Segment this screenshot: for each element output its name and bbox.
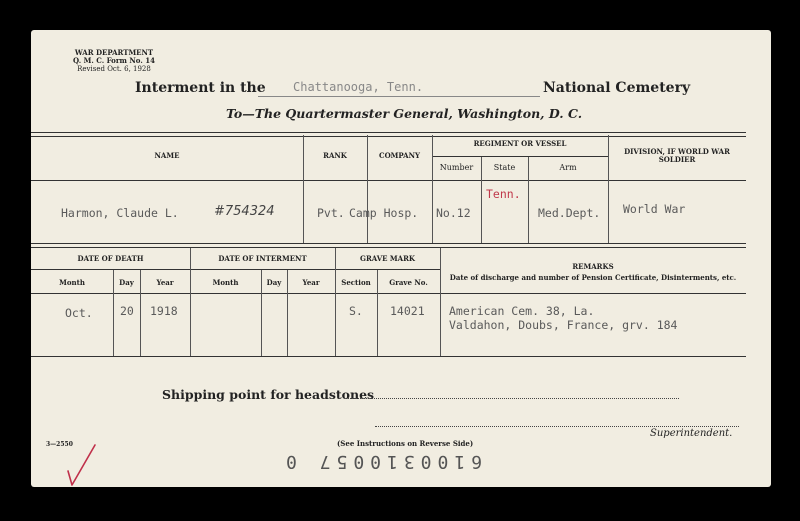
serial-number: #754324 — [214, 204, 275, 219]
date-of-death-header: DATE OF DEATH — [77, 254, 144, 263]
remarks-subheader: Date of discharge and number of Pension Certificate, Disinterments, etc. — [449, 273, 737, 282]
number-value: No.12 — [436, 206, 471, 220]
division-header: DIVISION, IF WORLD WAR SOLDIER — [624, 147, 730, 164]
regiment-header: REGIMENT OR VESSEL — [473, 139, 567, 148]
section-header: Section — [341, 278, 371, 287]
name-header: NAME — [154, 151, 180, 160]
death-day-value: 20 — [120, 304, 134, 318]
company-value: Camp Hosp. — [349, 206, 419, 220]
shipping-label: Shipping point for headstones — [162, 387, 375, 402]
table1-top-rule — [31, 132, 746, 137]
heading-prefix: Interment in the — [135, 80, 266, 96]
interment-year-header: Year — [302, 278, 320, 287]
interment-month-header: Month — [212, 278, 239, 287]
form-id: WAR DEPARTMENT Q. M. C. Form No. 14 Revised Oct. 6, 1928 — [73, 48, 155, 73]
death-day-header: Day — [119, 278, 134, 287]
death-month-header: Month — [59, 278, 85, 287]
company-header: COMPANY — [379, 151, 420, 160]
number-header: Number — [439, 163, 474, 172]
superintendent-label: Superintendent. — [650, 428, 733, 439]
interment-card — [31, 30, 771, 487]
date-of-interment-header: DATE OF INTERMENT — [218, 254, 307, 263]
section-value: S. — [349, 304, 363, 318]
death-year-header: Year — [156, 278, 174, 287]
remarks-line-2: Valdahon, Doubs, France, grv. 184 — [449, 318, 678, 332]
state-value: Tenn. — [486, 187, 521, 201]
addressee: To—The Quartermaster General, Washington, D. C. — [226, 106, 583, 121]
grave-mark-header: GRAVE MARK — [359, 254, 415, 263]
arm-header: Arm — [559, 163, 577, 172]
serial-stamp: 6100310057 0 — [280, 451, 483, 472]
division-value: World War — [623, 202, 686, 216]
arm-value: Med.Dept. — [538, 206, 601, 220]
grave-no-value: 14021 — [390, 304, 425, 318]
cemetery-name: Chattanooga, Tenn. — [293, 80, 424, 94]
state-header: State — [493, 163, 516, 172]
soldier-name: Harmon, Claude L. — [61, 206, 179, 220]
cemetery-underline — [258, 96, 540, 97]
heading-suffix: National Cemetery — [543, 80, 691, 96]
checkmark-icon — [65, 443, 99, 487]
remarks-header: REMARKS — [572, 262, 614, 271]
death-month-value: Oct. — [65, 306, 93, 320]
rank-header: RANK — [323, 151, 347, 160]
death-year-value: 1918 — [150, 304, 178, 318]
interment-day-header: Day — [266, 278, 282, 287]
grave-no-header: Grave No. — [389, 278, 428, 287]
shipping-line — [346, 398, 679, 399]
signature-line — [375, 426, 739, 427]
remarks-line-1: American Cem. 38, La. — [449, 304, 595, 318]
instructions-note: (See Instructions on Reverse Side) — [337, 439, 474, 448]
form-code: 3—2550 — [46, 441, 73, 448]
rank-value: Pvt. — [317, 206, 345, 220]
